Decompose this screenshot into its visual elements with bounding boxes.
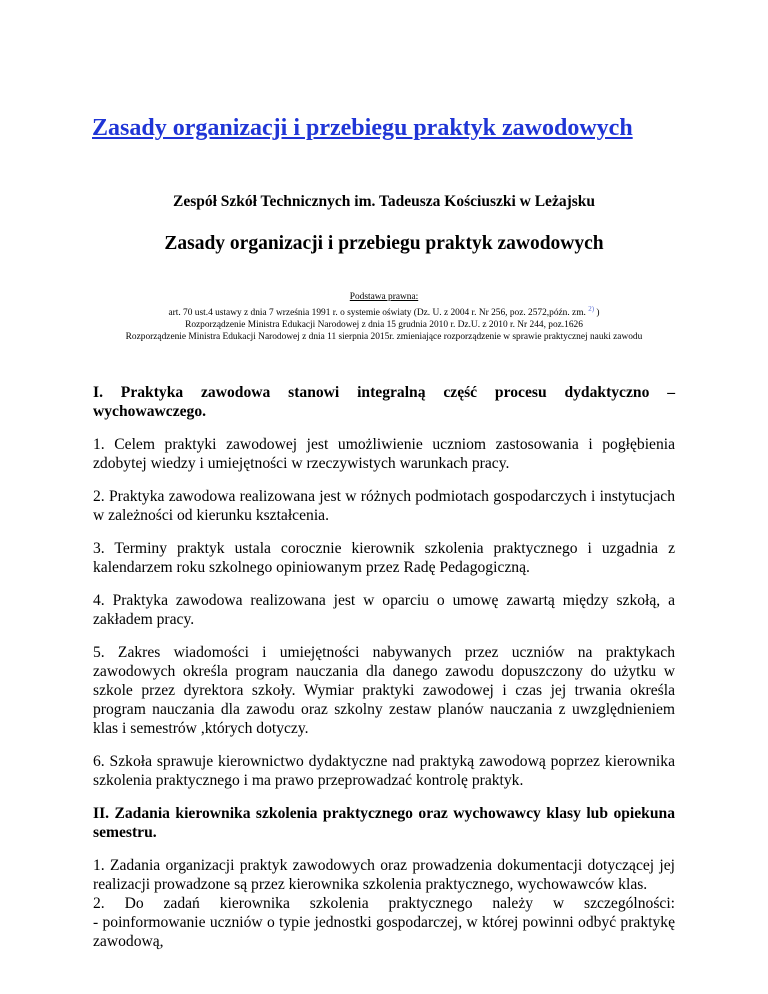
paragraph-line: - poinformowanie uczniów o typie jednostki gospodarczej, w której powinni odbyć praktykę zawodową, — [93, 914, 675, 950]
paragraph: 5. Zakres wiadomości i umiejętności nabywanych przez uczniów na praktykach zawodowych określa program nauczania dla danego zawodu dopuszczony do użytku w szkole przez dyrektora szkoły. Wymiar praktyki zawodowej i czas jej trwania określa program nauczania dla zawodu oraz szkolny zestaw planów nauczania z uwzględnieniem klas i semestrów ,których dotyczy. — [93, 644, 675, 737]
legal-basis-line-3: Rozporządzenie Ministra Edukacji Narodowej z dnia 11 sierpnia 2015r. zmieniające rozporządzenie w sprawie praktycznej nauki zawodu — [125, 332, 643, 343]
school-name: Zespół Szkół Technicznych im. Tadeusza Kościuszki w Leżajsku — [172, 193, 596, 210]
legal-basis-line-2: Rozporządzenie Ministra Edukacji Narodowej z dnia 15 grudnia 2010 r. Dz.U. z 2010 r. Nr 244, poz.1626 — [185, 320, 583, 331]
paragraph-line: 2. Do zadań kierownika szkolenia praktycznego należy w szczególności: — [93, 895, 675, 912]
page-title-link[interactable]: Zasady organizacji i przebiegu praktyk zawodowych — [92, 115, 633, 141]
legal-basis-heading: Podstawa prawna: — [349, 292, 419, 302]
paragraph: 4. Praktyka zawodowa realizowana jest w oparciu o umowę zawartą między szkołą, a zakładem pracy. — [93, 592, 675, 628]
paragraph — [93, 856, 675, 951]
section-2-heading: II. Zadania kierownika szkolenia praktycznego oraz wychowawcy klasy lub opiekuna semestru. — [93, 805, 675, 841]
paragraph: 3. Terminy praktyk ustala corocznie kierownik szkolenia praktycznego i uzgadnia z kalendarzem roku szkolnego opiniowanym przez Radę Pedagogiczną. — [93, 540, 675, 576]
paragraph: 2. Praktyka zawodowa realizowana jest w różnych podmiotach gospodarczych i instytucjach w zależności od kierunku kształcenia. — [93, 488, 675, 524]
footnote-reference[interactable]: 2) — [588, 305, 595, 313]
document-title: Zasady organizacji i przebiegu praktyk zawodowych — [164, 233, 604, 254]
section-1-heading: I. Praktyka zawodowa stanowi integralną część procesu dydaktyczno – wychowawczego. — [93, 384, 675, 420]
legal-basis — [0, 291, 768, 343]
paragraph-line: 1. Zadania organizacji praktyk zawodowych oraz prowadzenia dokumentacji dotyczącej jej realizacji prowadzone są przez kierownika szkolenia praktycznego, wychowawców klas. — [93, 857, 675, 893]
legal-basis-line-1: art. 70 ust.4 ustawy z dnia 7 września 1991 r. o systemie oświaty (Dz. U. z 2004 r. Nr 256, poz. 2572,późn. zm. — [168, 308, 586, 319]
document-body — [93, 383, 675, 965]
paragraph: 6. Szkoła sprawuje kierownictwo dydaktyczne nad praktyką zawodową poprzez kierownika szkolenia praktycznego i ma prawo przeprowadzać kontrolę praktyk. — [93, 753, 675, 789]
legal-basis-line-1-end: ) — [596, 308, 600, 319]
paragraph: 1. Celem praktyki zawodowej jest umożliwienie uczniom zastosowania i pogłębienia zdobytej wiedzy i umiejętności w rzeczywistych warunkach pracy. — [93, 436, 675, 472]
